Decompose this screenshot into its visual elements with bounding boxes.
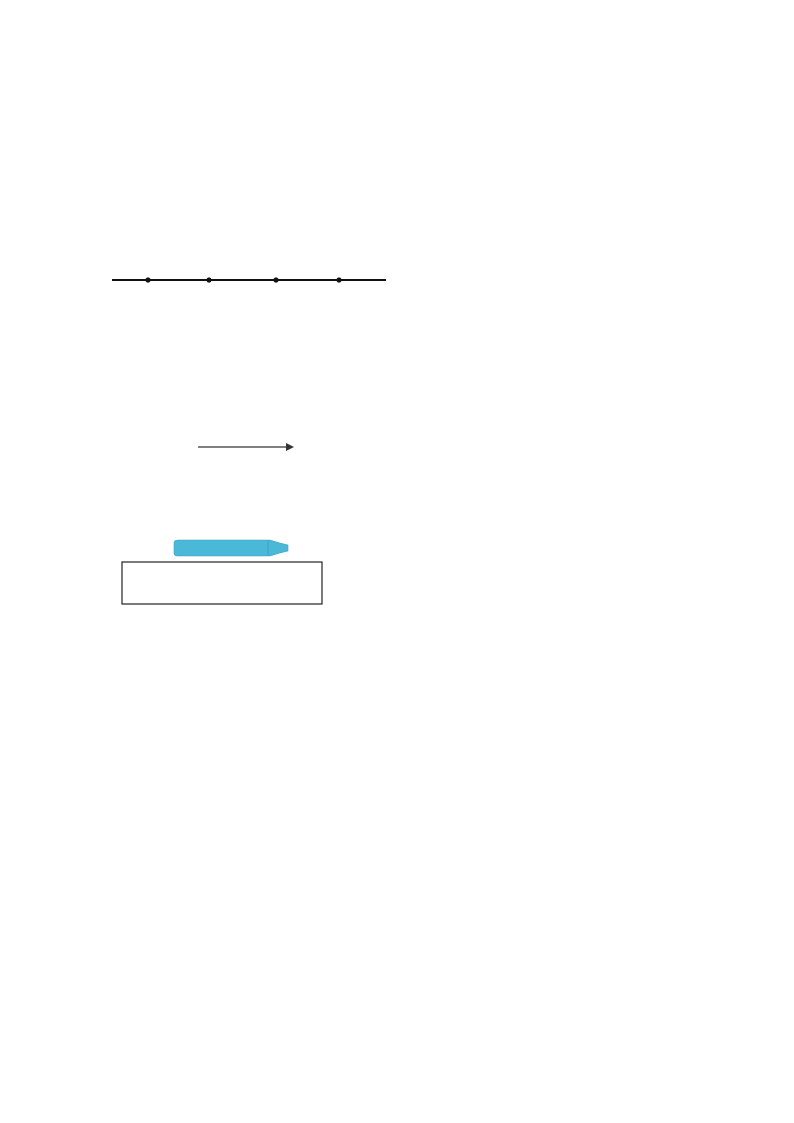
ruler-figure — [118, 536, 324, 608]
point-c — [273, 277, 278, 282]
arrow-head-icon — [286, 443, 294, 451]
clock-figure — [128, 412, 362, 482]
point-d — [336, 277, 341, 282]
ruler — [122, 562, 322, 604]
crayon-icon — [174, 540, 288, 556]
point-b — [206, 277, 211, 282]
point-a — [145, 277, 150, 282]
segment-figure — [110, 254, 390, 286]
